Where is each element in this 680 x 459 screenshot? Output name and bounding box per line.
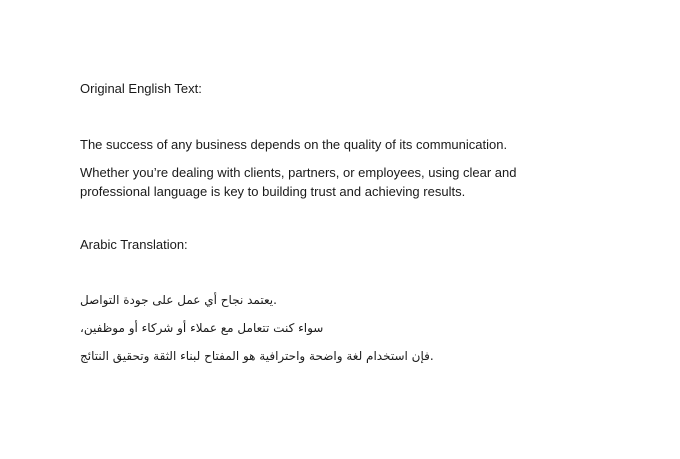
english-paragraph-2: Whether you’re dealing with clients, partners, or employees, using clear and professional language is key to building trust and achieving results. — [80, 165, 517, 199]
english-heading: Original English Text: — [80, 81, 202, 96]
arabic-line-3: .فإن استخدام لغة واضحة واحترافية هو المفتاح لبناء الثقة وتحقيق النتائج — [80, 349, 434, 363]
english-paragraph-1: The success of any business depends on the quality of its communication. — [80, 137, 508, 152]
arabic-heading: Arabic Translation: — [80, 237, 188, 252]
arabic-line-1: .يعتمد نجاح أي عمل على جودة التواصل — [80, 293, 277, 307]
arabic-line-2: سواء كنت تتعامل مع عملاء أو شركاء أو موظفين، — [80, 321, 324, 335]
